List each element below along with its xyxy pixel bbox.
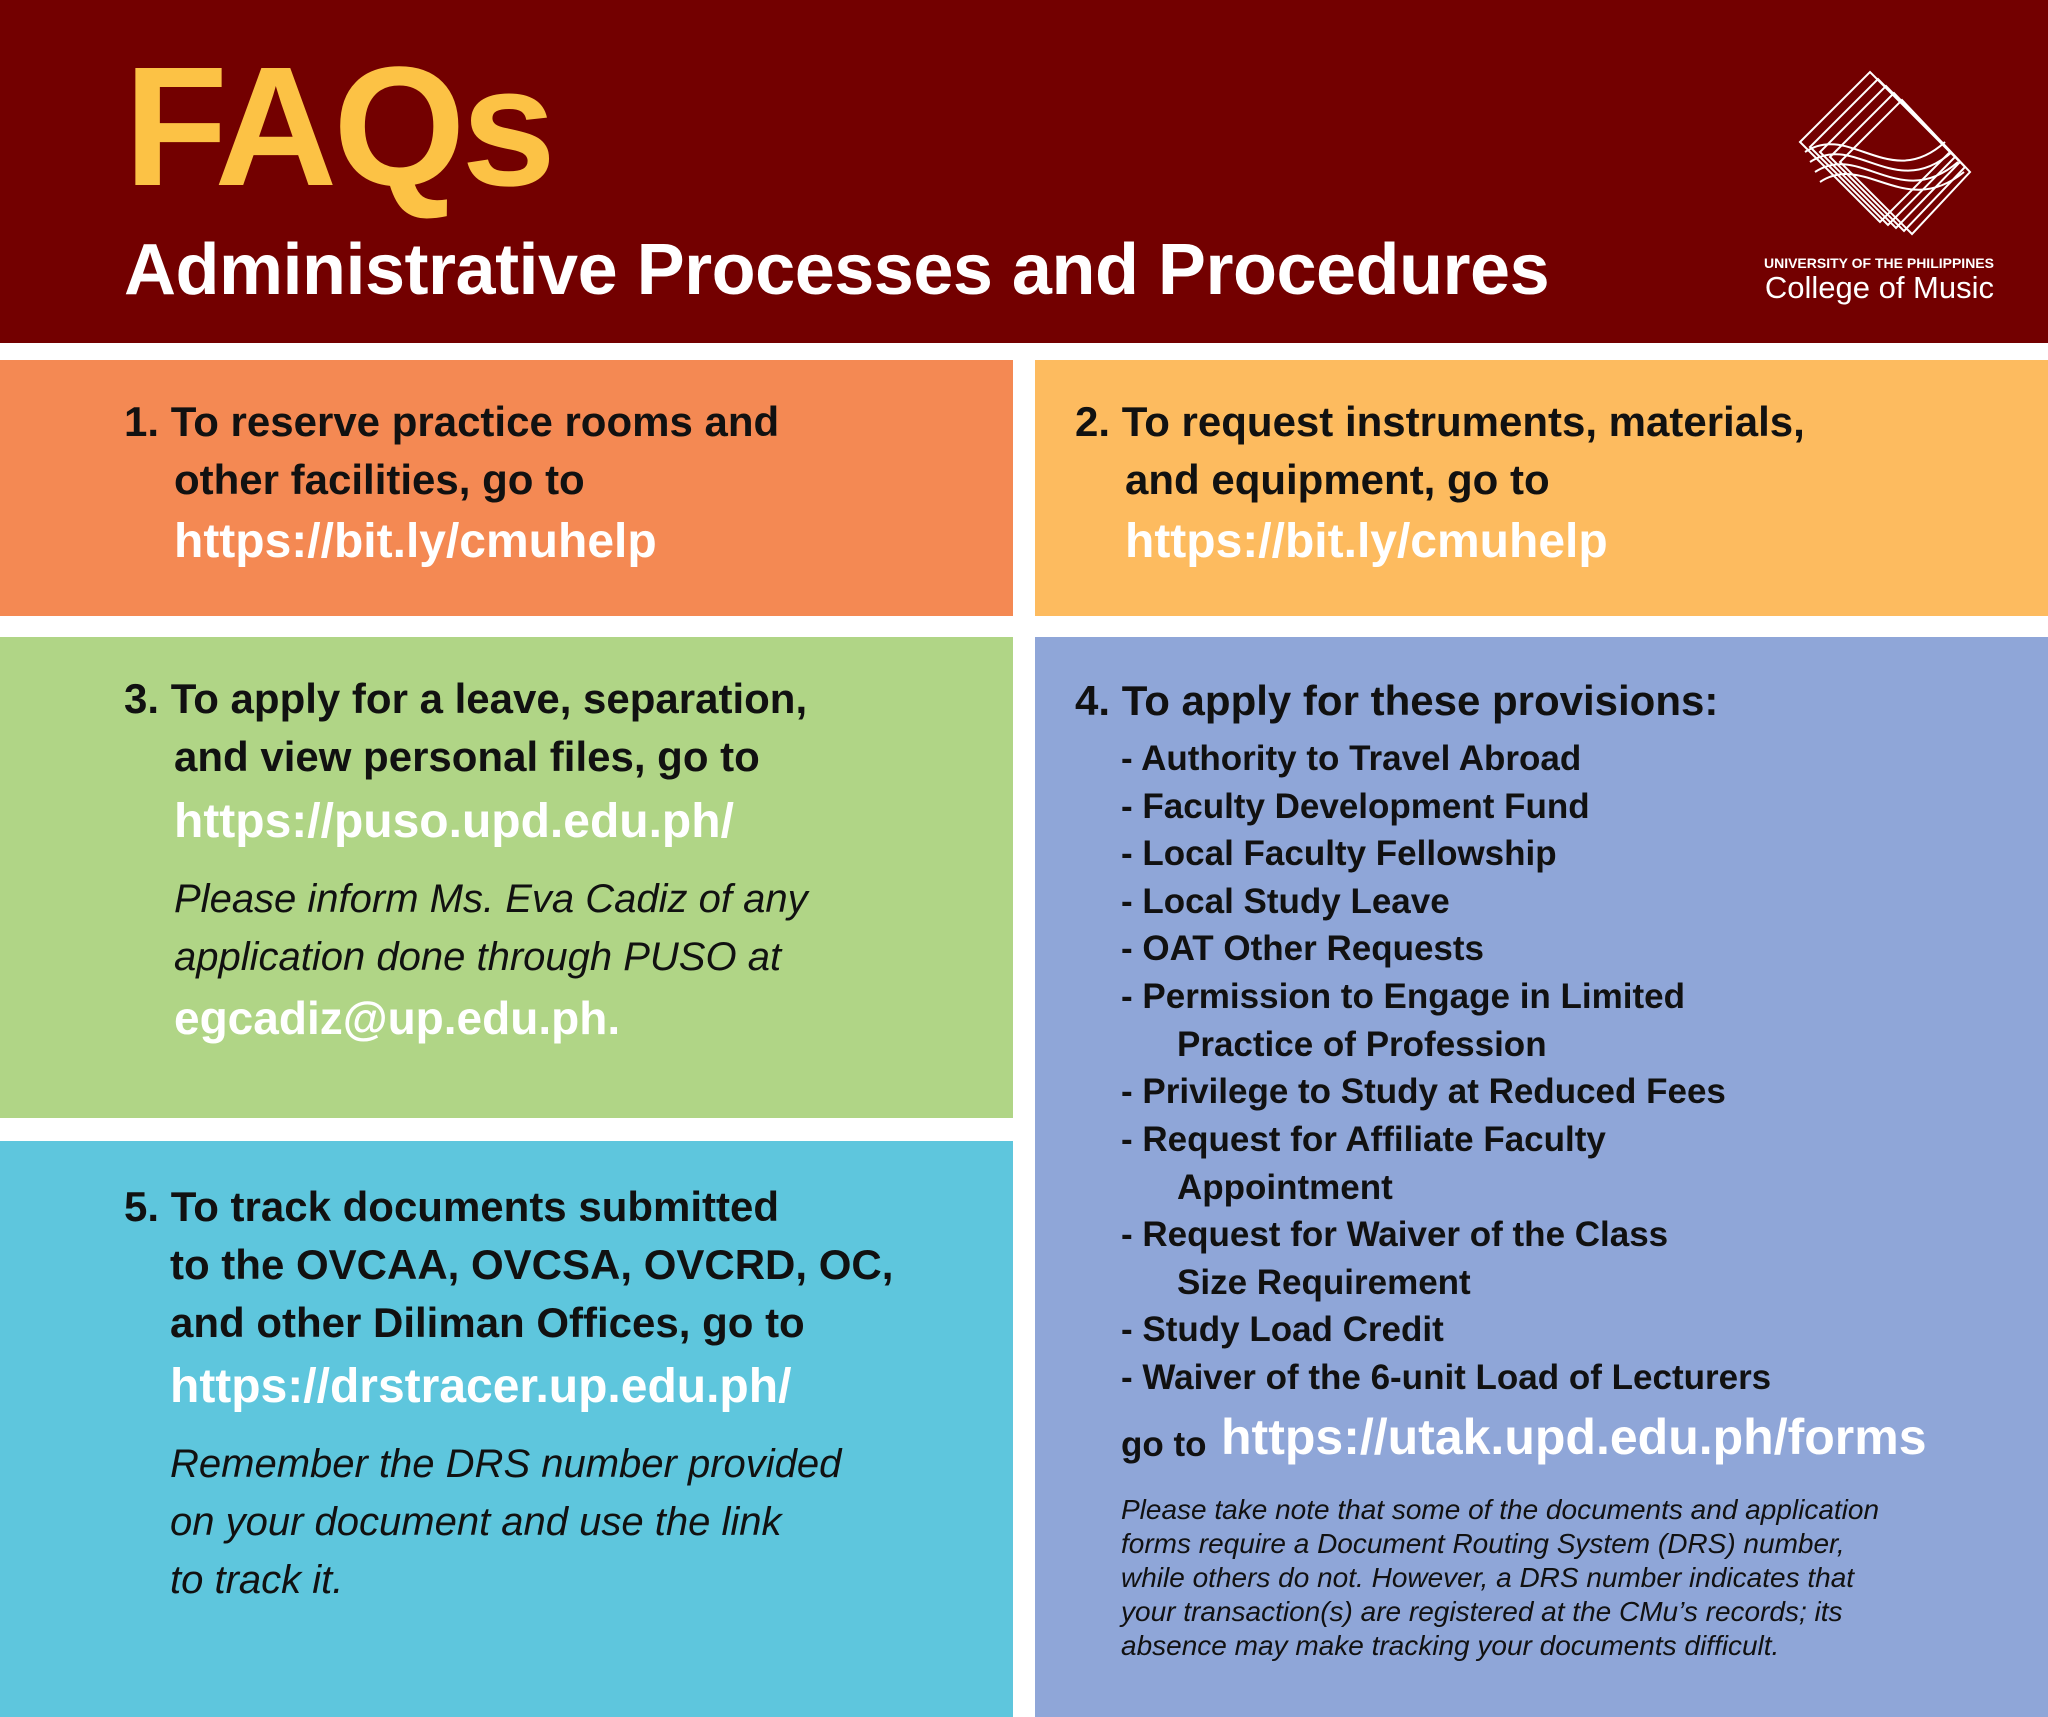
provision-item: - Faculty Development Fund	[1121, 787, 1590, 826]
drs-reminder-line: Remember the DRS number provided	[170, 1442, 842, 1486]
drs-reminder-line: on your document and use the link	[170, 1500, 782, 1544]
provision-item: - Privilege to Study at Reduced Fees	[1121, 1072, 1726, 1111]
faq-question-line: 2. To request instruments, materials,	[1075, 398, 1805, 445]
faq-question-line: 1. To reserve practice rooms and	[124, 398, 780, 445]
drs-note-line: your transaction(s) are registered at the CMu’s records; its	[1121, 1596, 1843, 1627]
faq-question-line: and view personal files, go to	[174, 733, 760, 780]
provision-item: - Study Load Credit	[1121, 1310, 1444, 1349]
drs-note-line: while others do not. However, a DRS number indicates that	[1121, 1562, 1855, 1593]
faq-question-line: and equipment, go to	[1125, 456, 1550, 503]
contact-email[interactable]: egcadiz@up.edu.ph.	[174, 992, 621, 1044]
faq-panel-leave	[0, 637, 1013, 1118]
drs-note-line: Please take note that some of the documents and application	[1121, 1494, 1880, 1525]
faq-question-line: 3. To apply for a leave, separation,	[124, 675, 808, 722]
page-subtitle: Administrative Processes and Procedures	[124, 230, 1550, 310]
faq-panel-provisions	[1035, 637, 2048, 1717]
provision-item-continued: Size Requirement	[1177, 1263, 1471, 1302]
provision-item: - Permission to Engage in Limited	[1121, 977, 1685, 1016]
faq-question-line: other facilities, go to	[174, 456, 585, 503]
goto-label: go to	[1121, 1425, 1207, 1464]
provision-item: - Local Study Leave	[1121, 882, 1450, 921]
cmuhelp-link[interactable]: https://bit.ly/cmuhelp	[1125, 515, 1608, 568]
cmuhelp-link[interactable]: https://bit.ly/cmuhelp	[174, 515, 657, 568]
drstracer-link[interactable]: https://drstracer.up.edu.ph/	[170, 1360, 792, 1413]
provision-item: - Waiver of the 6-unit Load of Lecturers	[1121, 1358, 1772, 1397]
faq-question-line: 5. To track documents submitted	[124, 1183, 779, 1230]
provision-item: - Local Faculty Fellowship	[1121, 834, 1557, 873]
logo-college-text: College of Music	[1764, 270, 1994, 305]
drs-note-line: absence may make tracking your documents difficult.	[1121, 1630, 1780, 1661]
provision-item: - OAT Other Requests	[1121, 929, 1485, 968]
provisions-heading: 4. To apply for these provisions:	[1075, 677, 1719, 724]
logo-university-text: UNIVERSITY OF THE PHILIPPINES	[1763, 255, 1994, 271]
faq-panel-practice-rooms	[0, 360, 1013, 616]
faq-question-line: to the OVCAA, OVCSA, OVCRD, OC,	[170, 1241, 894, 1288]
puso-note-line: application done through PUSO at	[174, 935, 782, 979]
provision-item: - Request for Waiver of the Class	[1121, 1215, 1669, 1254]
header-banner	[0, 0, 2048, 343]
provision-item-continued: Appointment	[1177, 1168, 1393, 1207]
utak-forms-link[interactable]: https://utak.upd.edu.ph/forms	[1221, 1409, 1927, 1465]
provision-item: - Authority to Travel Abroad	[1121, 739, 1582, 778]
provision-item-continued: Practice of Profession	[1177, 1025, 1547, 1064]
puso-note-line: Please inform Ms. Eva Cadiz of any	[174, 877, 808, 921]
faq-panel-instruments	[1035, 360, 2048, 616]
page-title: FAQs	[124, 32, 553, 222]
faq-question-line: and other Diliman Offices, go to	[170, 1299, 805, 1346]
puso-link[interactable]: https://puso.upd.edu.ph/	[174, 795, 734, 848]
drs-note-line: forms require a Document Routing System (DRS) number,	[1121, 1528, 1845, 1559]
provision-item: - Request for Affiliate Faculty	[1121, 1120, 1606, 1159]
faq-panel-document-tracking	[0, 1141, 1013, 1717]
college-logo-icon	[1780, 62, 1980, 250]
drs-reminder-line: to track it.	[170, 1558, 344, 1602]
